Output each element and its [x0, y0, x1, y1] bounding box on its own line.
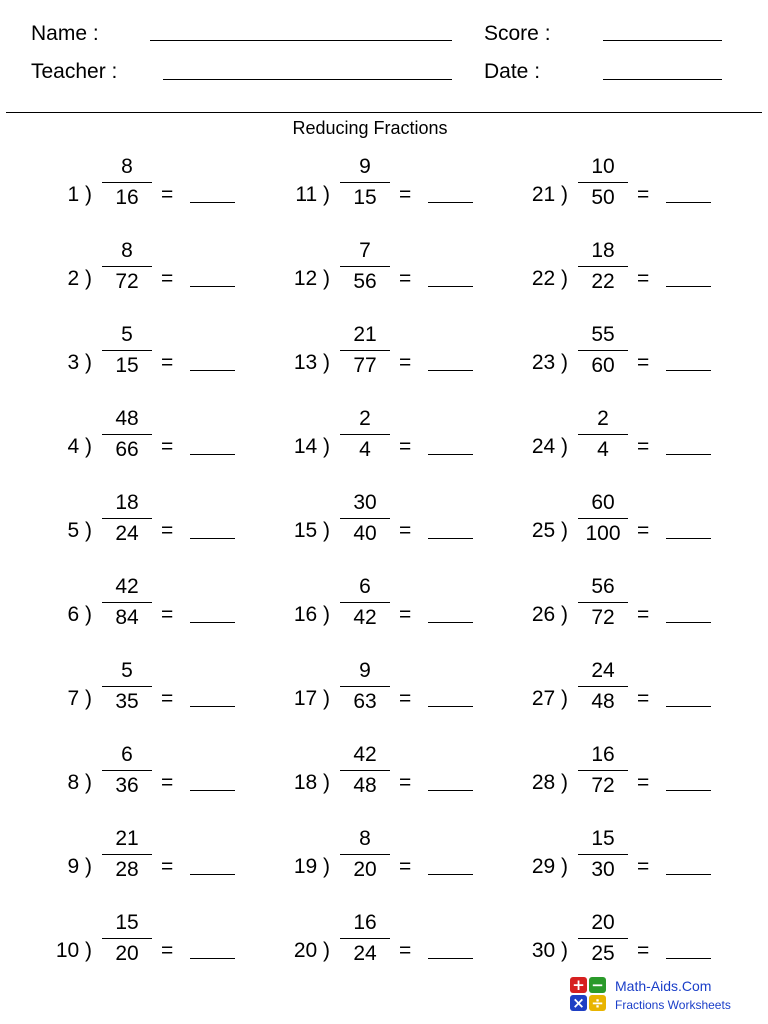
fraction-numerator: 42 [102, 574, 152, 603]
problem-item [22, 659, 252, 749]
equals-sign: = [161, 435, 174, 458]
equals-sign: = [399, 519, 412, 542]
fraction-numerator: 2 [578, 406, 628, 435]
fraction-denominator: 25 [591, 942, 615, 965]
fraction-numerator: 18 [578, 238, 628, 267]
problem-number: 10 ) [55, 939, 92, 962]
problem-item [260, 323, 490, 413]
fraction-numerator: 10 [578, 154, 628, 183]
footer-site-name: Math-Aids.Com [615, 978, 712, 994]
equals-sign: = [161, 519, 174, 542]
problem-number: 3 ) [67, 351, 92, 374]
problem-item [22, 155, 252, 245]
problem-number: 12 ) [293, 267, 330, 290]
footer-logo [570, 977, 750, 1017]
problem-item [498, 491, 728, 581]
minus-icon: − [589, 977, 606, 993]
fraction [340, 742, 390, 799]
fraction [340, 574, 390, 631]
equals-sign: = [399, 435, 412, 458]
fraction [102, 826, 152, 883]
problem-item [22, 407, 252, 497]
problem-item [498, 659, 728, 749]
fraction-denominator: 60 [591, 354, 615, 377]
equals-sign: = [399, 771, 412, 794]
problem-item [498, 239, 728, 329]
problem-item [260, 743, 490, 833]
fraction-denominator: 24 [353, 942, 377, 965]
equals-sign: = [399, 603, 412, 626]
equals-sign: = [637, 855, 650, 878]
fraction [102, 910, 152, 967]
fraction [102, 406, 152, 463]
fraction-denominator: 20 [353, 858, 377, 881]
problem-number: 22 ) [531, 267, 568, 290]
problem-item [260, 155, 490, 245]
equals-sign: = [399, 939, 412, 962]
problem-item [260, 659, 490, 749]
answer-blank[interactable] [666, 706, 711, 707]
problem-number: 9 ) [67, 855, 92, 878]
fraction-denominator: 36 [115, 774, 139, 797]
problem-item [22, 239, 252, 329]
answer-blank[interactable] [190, 286, 235, 287]
equals-sign: = [161, 351, 174, 374]
fraction [340, 322, 390, 379]
fraction [102, 238, 152, 295]
answer-blank[interactable] [190, 538, 235, 539]
answer-blank[interactable] [428, 454, 473, 455]
problem-number: 28 ) [531, 771, 568, 794]
worksheet-title: Reducing Fractions [292, 118, 448, 138]
answer-blank[interactable] [190, 958, 235, 959]
answer-blank[interactable] [428, 538, 473, 539]
fraction [102, 154, 152, 211]
math-operators-logo-icon [570, 977, 608, 1013]
equals-sign: = [161, 855, 174, 878]
fraction-denominator: 28 [115, 858, 139, 881]
fraction-numerator: 24 [578, 658, 628, 687]
problem-number: 17 ) [293, 687, 330, 710]
fraction [340, 910, 390, 967]
fraction-numerator: 18 [102, 490, 152, 519]
equals-sign: = [399, 267, 412, 290]
date-label: Date : [484, 60, 541, 83]
fraction-numerator: 9 [340, 154, 390, 183]
plus-icon: + [570, 977, 587, 993]
fraction-denominator: 56 [353, 270, 377, 293]
fraction [340, 490, 390, 547]
fraction [102, 322, 152, 379]
answer-blank[interactable] [428, 286, 473, 287]
fraction-numerator: 5 [102, 322, 152, 351]
answer-blank[interactable] [428, 202, 473, 203]
fraction-numerator: 15 [578, 826, 628, 855]
answer-blank[interactable] [190, 454, 235, 455]
fraction [340, 238, 390, 295]
fraction [578, 322, 628, 379]
fraction-denominator: 42 [353, 606, 377, 629]
fraction [102, 574, 152, 631]
fraction [340, 154, 390, 211]
equals-sign: = [637, 183, 650, 206]
score-label: Score : [484, 22, 551, 45]
problem-number: 15 ) [293, 519, 330, 542]
problem-number: 24 ) [531, 435, 568, 458]
fraction-numerator: 9 [340, 658, 390, 687]
fraction-numerator: 8 [102, 238, 152, 267]
fraction [102, 742, 152, 799]
fraction [578, 910, 628, 967]
problem-number: 25 ) [531, 519, 568, 542]
equals-sign: = [161, 771, 174, 794]
fraction-numerator: 20 [578, 910, 628, 939]
equals-sign: = [637, 687, 650, 710]
answer-blank[interactable] [190, 874, 235, 875]
fraction-numerator: 21 [102, 826, 152, 855]
problem-number: 2 ) [67, 267, 92, 290]
fraction-denominator: 72 [591, 606, 615, 629]
fraction-numerator: 55 [578, 322, 628, 351]
problem-number: 23 ) [531, 351, 568, 374]
answer-blank[interactable] [428, 874, 473, 875]
fraction [578, 238, 628, 295]
problem-item [260, 827, 490, 917]
fraction-denominator: 4 [597, 438, 609, 461]
equals-sign: = [637, 519, 650, 542]
fraction-denominator: 72 [591, 774, 615, 797]
problem-item [260, 239, 490, 329]
problem-number: 30 ) [531, 939, 568, 962]
fraction [578, 658, 628, 715]
equals-sign: = [399, 351, 412, 374]
answer-blank[interactable] [666, 622, 711, 623]
problem-item [22, 827, 252, 917]
problem-item [260, 491, 490, 581]
problem-number: 11 ) [295, 183, 330, 206]
equals-sign: = [637, 939, 650, 962]
problem-item [498, 323, 728, 413]
footer-subtitle: Fractions Worksheets [615, 998, 731, 1012]
problem-number: 4 ) [67, 435, 92, 458]
answer-blank[interactable] [666, 370, 711, 371]
fraction [578, 826, 628, 883]
problem-item [260, 911, 490, 1001]
problem-number: 16 ) [293, 603, 330, 626]
problem-number: 20 ) [293, 939, 330, 962]
problem-number: 14 ) [293, 435, 330, 458]
equals-sign: = [161, 267, 174, 290]
answer-blank[interactable] [428, 370, 473, 371]
equals-sign: = [161, 687, 174, 710]
answer-blank[interactable] [666, 454, 711, 455]
fraction-denominator: 48 [353, 774, 377, 797]
problem-number: 21 ) [531, 183, 568, 206]
problem-number: 29 ) [531, 855, 568, 878]
fraction-denominator: 35 [115, 690, 139, 713]
equals-sign: = [637, 435, 650, 458]
problem-item [22, 743, 252, 833]
answer-blank[interactable] [190, 202, 235, 203]
fraction-denominator: 77 [353, 354, 377, 377]
fraction-denominator: 100 [585, 522, 621, 545]
fraction [578, 154, 628, 211]
name-label: Name : [31, 22, 99, 45]
problem-item [498, 827, 728, 917]
equals-sign: = [161, 183, 174, 206]
equals-sign: = [637, 603, 650, 626]
answer-blank[interactable] [428, 706, 473, 707]
answer-blank[interactable] [190, 706, 235, 707]
fraction-numerator: 15 [102, 910, 152, 939]
fraction-denominator: 84 [115, 606, 139, 629]
teacher-label: Teacher : [31, 60, 118, 83]
fraction-denominator: 50 [591, 186, 615, 209]
problem-number: 18 ) [293, 771, 330, 794]
fraction-denominator: 16 [115, 186, 139, 209]
fraction-denominator: 20 [115, 942, 139, 965]
problem-item [260, 575, 490, 665]
problem-item [22, 323, 252, 413]
fraction-numerator: 5 [102, 658, 152, 687]
problem-item [498, 407, 728, 497]
problem-number: 19 ) [293, 855, 330, 878]
answer-blank[interactable] [190, 370, 235, 371]
problem-number: 27 ) [531, 687, 568, 710]
equals-sign: = [161, 939, 174, 962]
problem-number: 7 ) [67, 687, 92, 710]
equals-sign: = [399, 183, 412, 206]
problem-number: 1 ) [67, 183, 92, 206]
fraction [340, 658, 390, 715]
equals-sign: = [637, 351, 650, 374]
problem-number: 26 ) [531, 603, 568, 626]
fraction-denominator: 4 [359, 438, 371, 461]
fraction-numerator: 42 [340, 742, 390, 771]
problem-number: 6 ) [67, 603, 92, 626]
problem-item [22, 575, 252, 665]
problem-item [22, 491, 252, 581]
fraction-numerator: 16 [578, 742, 628, 771]
fraction [340, 406, 390, 463]
fraction-numerator: 16 [340, 910, 390, 939]
fraction [578, 490, 628, 547]
fraction [102, 490, 152, 547]
fraction-numerator: 48 [102, 406, 152, 435]
problem-number: 5 ) [67, 519, 92, 542]
fraction-denominator: 15 [353, 186, 377, 209]
fraction-denominator: 48 [591, 690, 615, 713]
fraction-numerator: 56 [578, 574, 628, 603]
divide-icon: ÷ [589, 995, 606, 1011]
equals-sign: = [637, 267, 650, 290]
fraction-numerator: 6 [340, 574, 390, 603]
answer-blank[interactable] [428, 790, 473, 791]
fraction [578, 406, 628, 463]
times-icon: × [570, 995, 587, 1011]
problem-item [498, 575, 728, 665]
equals-sign: = [399, 855, 412, 878]
fraction-denominator: 22 [591, 270, 615, 293]
fraction-denominator: 30 [591, 858, 615, 881]
problem-number: 13 ) [293, 351, 330, 374]
fraction-numerator: 30 [340, 490, 390, 519]
answer-blank[interactable] [666, 286, 711, 287]
answer-blank[interactable] [666, 958, 711, 959]
fraction-numerator: 21 [340, 322, 390, 351]
fraction-numerator: 8 [102, 154, 152, 183]
problem-item [22, 911, 252, 1001]
fraction-denominator: 72 [115, 270, 139, 293]
equals-sign: = [161, 603, 174, 626]
problem-number: 8 ) [67, 771, 92, 794]
fraction-denominator: 24 [115, 522, 139, 545]
answer-blank[interactable] [666, 202, 711, 203]
answer-blank[interactable] [666, 538, 711, 539]
answer-blank[interactable] [428, 622, 473, 623]
fraction-denominator: 40 [353, 522, 377, 545]
fraction-denominator: 15 [115, 354, 139, 377]
answer-blank[interactable] [428, 958, 473, 959]
fraction [578, 742, 628, 799]
fraction-denominator: 66 [115, 438, 139, 461]
fraction-numerator: 8 [340, 826, 390, 855]
fraction-numerator: 60 [578, 490, 628, 519]
fraction [102, 658, 152, 715]
answer-blank[interactable] [666, 790, 711, 791]
equals-sign: = [637, 771, 650, 794]
fraction-denominator: 63 [353, 690, 377, 713]
problem-item [260, 407, 490, 497]
equals-sign: = [399, 687, 412, 710]
fraction-numerator: 2 [340, 406, 390, 435]
fraction [578, 574, 628, 631]
fraction-numerator: 7 [340, 238, 390, 267]
problem-item [498, 743, 728, 833]
problem-item [498, 155, 728, 245]
answer-blank[interactable] [190, 622, 235, 623]
fraction-numerator: 6 [102, 742, 152, 771]
fraction [340, 826, 390, 883]
answer-blank[interactable] [190, 790, 235, 791]
answer-blank[interactable] [666, 874, 711, 875]
